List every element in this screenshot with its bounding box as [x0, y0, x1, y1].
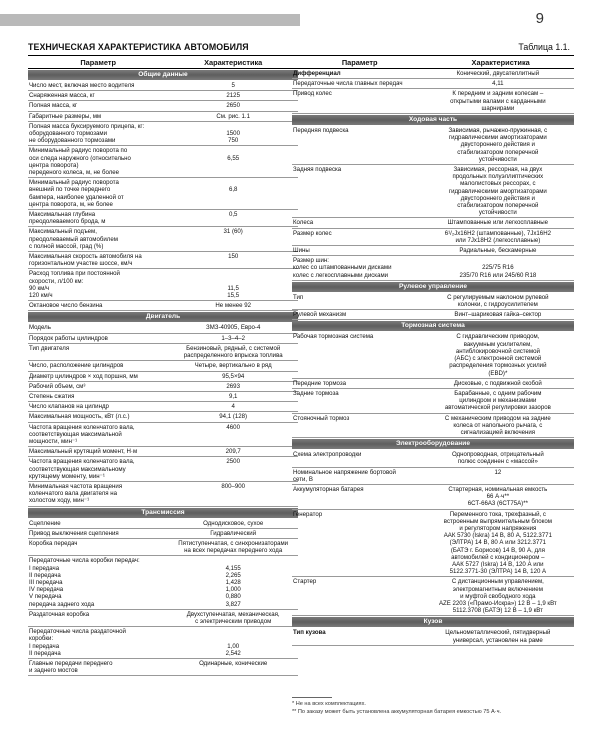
- param-cell: Снаряженная масса, кг: [29, 92, 95, 100]
- table-row: [292, 246, 574, 256]
- param-cell: Задняя подвеска: [293, 166, 342, 174]
- section-header: Трансмиссия: [28, 508, 298, 518]
- table-row: [28, 659, 298, 676]
- param-cell: Максимальный крутящий момент, Н·м: [29, 448, 138, 456]
- param-cell: Шины: [293, 247, 310, 255]
- table-row: [28, 91, 298, 101]
- value-cell: С дистанционным управлением, электромагнитным включением и муфтой свободного хода AZE 2203 («Прамо-Искра») 12 В – 1,9 кВт 5112.3708 (БАТЭ) 12 В – 1,9 кВт: [438, 578, 557, 615]
- table-row: [28, 610, 298, 627]
- value-cell: 800–900: [221, 482, 246, 490]
- value-cell: 2500: [226, 458, 240, 466]
- param-cell: Коробка передач: [29, 539, 78, 547]
- param-cell: Рабочий объем, см³: [29, 382, 86, 390]
- value-cell: 2125: [226, 92, 240, 100]
- spec-table-left: [28, 55, 298, 676]
- param-cell: Модель: [29, 324, 51, 332]
- section-header: Общие данные: [28, 70, 298, 80]
- value-cell: 5: [231, 82, 235, 89]
- value-cell: Однопроводная, отрицательный полюс соединен с «массой»: [451, 451, 544, 466]
- value-cell: 0,5: [228, 211, 238, 219]
- footnote-2: ** По заказу может быть установлена аккумуляторная батарея емкостью 75 А·ч.: [292, 709, 502, 715]
- header-param: Параметр: [341, 57, 378, 67]
- table-row: [28, 122, 298, 147]
- footnote-1: * Не на всех комплектациях.: [292, 701, 366, 707]
- spec-table-right: [292, 55, 574, 646]
- value-cell: Однодисковое, сухое: [203, 519, 264, 527]
- value-cell: С гидравлическим приводом, вакуумным усилителем, антиблокировочной системой (АБС) с электронной системой распределения тормозных усилий (EBD)*: [449, 333, 547, 377]
- param-cell: Максимальная мощность, кВт (л.с.): [29, 413, 130, 421]
- value-cell: 6,8: [228, 186, 238, 194]
- table-row: [28, 556, 298, 609]
- param-cell: Колеса: [293, 219, 314, 227]
- table-label: Таблица 1.1.: [518, 42, 570, 52]
- value-cell: Переменного тока, трехфазный, с встроенным выпрямительным блоком и регулятором напряжения ААК 5730 (Iskra) 14 В, 80 А, 5122.3771 (ЭЛТРА) 14 В, 80 А или 3212.3771 (БАТЭ г. Борисов) 14 В, 90 А, для автомобилей с кондиционером – ААК 5727 (Iskra) 14 В, 120 А или 5122.3771-30 (ЭЛТРА) 14 В, 120 А: [443, 510, 552, 576]
- value-cell: Не менее 92: [215, 302, 252, 310]
- value-cell: Дисковые, с подвижной скобой: [453, 379, 542, 387]
- section-header: Тормозная система: [292, 321, 574, 331]
- table-row: [292, 126, 574, 165]
- table-row: [292, 229, 574, 246]
- param-cell: Частота вращения коленчатого вала, соответствующая максимальной мощности, мин⁻¹: [29, 423, 135, 445]
- header-bar: [0, 14, 300, 26]
- param-cell: Число мест, включая место водителя: [29, 82, 135, 89]
- value-cell: Пятиступенчатая, с синхронизаторами на всех передачах переднего хода: [178, 539, 289, 555]
- table-row: [28, 627, 298, 659]
- param-cell: Максимальная глубина преодолеваемого брода, м: [29, 211, 106, 226]
- param-cell: Привод колес: [293, 90, 332, 98]
- value-cell: Винт–шариковая гайка–сектор: [454, 311, 542, 319]
- value-cell: 4,11: [492, 80, 504, 88]
- table-row: [292, 89, 574, 114]
- value-cell: 4,155 2,265 1,428 1,000 0,880 3,827: [225, 564, 241, 608]
- value-cell: Барабанные, с одним рабочим цилиндром и механизмами автоматической регулировки зазоров: [444, 389, 551, 412]
- value-cell: 11,5 15,5: [227, 284, 240, 300]
- value-cell: ЗМЗ-40905, Евро-4: [206, 324, 261, 332]
- value-cell: 95,5×94: [222, 372, 245, 380]
- param-cell: Габаритные размеры, мм: [29, 112, 102, 120]
- table-row: [28, 269, 298, 301]
- page-title: ТЕХНИЧЕСКАЯ ХАРАКТЕРИСТИКА АВТОМОБИЛЯ: [28, 42, 249, 52]
- value-cell: 150: [228, 253, 239, 261]
- table-row: [292, 577, 574, 616]
- value-cell: 94,1 (128): [219, 413, 248, 421]
- table-row: [28, 372, 298, 382]
- param-cell: Тип двигателя: [29, 344, 70, 352]
- table-row: [28, 81, 298, 91]
- table-row: [292, 218, 574, 228]
- table-row: [292, 628, 574, 645]
- table-row: [292, 310, 574, 320]
- param-cell: Стояночный тормоз: [293, 414, 350, 422]
- param-cell: Октановое число бензина: [29, 302, 103, 310]
- table-row: [28, 344, 298, 361]
- param-cell: Схема электропроводки: [293, 451, 362, 459]
- value-cell: 4: [231, 403, 235, 411]
- table-header: [292, 55, 574, 69]
- param-cell: Привод выключения сцепления: [29, 529, 119, 537]
- value-cell: Радиальные, бескамерные: [459, 247, 537, 255]
- value-cell: 1–3–4–2: [221, 334, 246, 342]
- value-cell: Цельнометаллический, пятидверный универсал, установлен на раме: [445, 629, 551, 644]
- table-row: [28, 519, 298, 529]
- param-cell: Минимальный радиус поворота по оси следа наружного (относительно центра поворота) переденого колеса, м, не более: [29, 147, 131, 177]
- table-row: [292, 79, 574, 89]
- table-row: [28, 482, 298, 507]
- section-header: Кузов: [292, 617, 574, 627]
- param-cell: Минимальный радиус поворота внешний по точке переднего бампера, наиболее удаленной от центра поворота, м, не более: [29, 179, 124, 208]
- param-cell: Сцепление: [29, 519, 61, 527]
- param-cell: Генератор: [293, 510, 323, 518]
- table-row: [292, 379, 574, 389]
- value-cell: Штампованные или легкосплавные: [447, 219, 549, 227]
- param-cell: Степень сжатия: [29, 392, 75, 400]
- param-cell: Число клапанов на цилиндр: [29, 403, 109, 411]
- param-cell: Передние тормоза: [293, 379, 347, 387]
- header-char: Характеристика: [471, 57, 530, 67]
- param-cell: Стартер: [293, 578, 317, 586]
- param-cell: Аккумуляторная батарея: [293, 485, 364, 493]
- param-cell: Полная масса, кг: [29, 102, 78, 110]
- table-row: [28, 447, 298, 457]
- table-row: [292, 468, 574, 485]
- param-cell: Полная масса буксируемого прицепа, кг: оборудованного тормозами не оборудованного тормозами: [29, 122, 145, 145]
- param-cell: Передаточные числа коробки передач: I передача II передача III передача IV передача V передача передача заднего хода: [29, 557, 140, 608]
- value-cell: С регулируемым наклоном рулевой колонки, с гидроусилителем: [447, 293, 549, 309]
- param-cell: Передаточные числа раздаточной коробки: I передача II передача: [29, 628, 126, 657]
- param-cell: Рулевой механизм: [293, 311, 347, 319]
- table-row: [28, 323, 298, 333]
- value-cell: 9,1: [228, 392, 238, 400]
- value-cell: Конический, двусателлитный: [456, 70, 540, 77]
- table-row: [28, 112, 298, 122]
- table-row: [292, 256, 574, 281]
- footnote-rule: [292, 697, 332, 698]
- table-row: [28, 101, 298, 111]
- value-cell: 1,00 2,542: [225, 642, 241, 657]
- value-cell: С механическим приводом на задние колеса от напольного рычага, с сигнализацией включения: [444, 414, 551, 436]
- value-cell: 31 (60): [223, 228, 243, 236]
- value-cell: 1500 750: [226, 130, 240, 145]
- param-cell: Порядок работы цилиндров: [29, 334, 108, 342]
- table-row: [28, 227, 298, 252]
- table-row: [292, 293, 574, 310]
- value-cell: К передним и задним колесам – открытыми валами с карданными шарнирами: [450, 90, 546, 112]
- table-row: [292, 414, 574, 439]
- value-cell: Гидравлический: [210, 529, 257, 537]
- header-char: Характеристика: [204, 57, 263, 67]
- value-cell: См. рис. 1.1: [216, 112, 251, 120]
- param-cell: Максимальный подъем, преодолеваемый автомобилем с полной массой, град (%): [29, 228, 118, 250]
- value-cell: 2650: [226, 102, 240, 110]
- param-cell: Частота вращения коленчатого вала, соответствующая максимальному крутящему моменту, мин⁻¹: [29, 458, 135, 480]
- section-header: Электрооборудование: [292, 439, 574, 449]
- value-cell: Стартерная, номинальная емкость 66 А·ч** 6СТ-66А3 (6СТ75А)**: [448, 485, 548, 508]
- value-cell: 209,7: [225, 448, 241, 456]
- value-cell: Зависимая, рессорная, на двух продольных полуэллиптических малолистовых рессорах, с гидравлическими амортизаторами двустороннего действия и стабилизатором поперечной устойчивости: [448, 166, 547, 217]
- param-cell: Задние тормоза: [293, 389, 339, 397]
- table-row: [28, 334, 298, 344]
- value-cell: 6¹/₂Jx16H2 (штампованные), 7Jx16H2 или 7Jx18H2 (легкосплавные): [444, 229, 551, 244]
- value-cell: Четыре, вертикально в ряд: [194, 362, 272, 370]
- param-cell: Передаточные числа главных передач: [293, 80, 403, 88]
- param-cell: Минимальная частота вращения коленчатого вала двигателя на холостом ходу, мин⁻¹: [29, 482, 123, 505]
- table-row: [28, 402, 298, 412]
- section-header: Рулевое управление: [292, 282, 574, 292]
- value-cell: Зависимая, рычажно-пружинная, с гидравлическими амортизаторами двустороннего действия и стабилизатором поперечной устойчивости: [448, 127, 548, 163]
- table-row: [28, 146, 298, 178]
- table-row: [292, 332, 574, 378]
- section-header: Двигатель: [28, 312, 298, 322]
- value-cell: 225/75 R16 235/70 R16 или 245/60 R18: [459, 264, 537, 279]
- param-cell: Номинальное напряжение бортовой сети, В: [293, 468, 396, 483]
- table-row: [28, 178, 298, 210]
- param-cell: Размер шин: колес со штампованными дисками колес с легкосплавными дисками: [293, 257, 392, 279]
- value-cell: 2693: [226, 382, 240, 390]
- table-row: [28, 423, 298, 448]
- value-cell: 6,55: [227, 154, 240, 162]
- table-row: [28, 361, 298, 371]
- param-cell: Размер колес: [293, 229, 332, 237]
- param-cell: Диаметр цилиндров × ход поршня, мм: [29, 372, 138, 380]
- table-row: [28, 457, 298, 482]
- param-cell: Число, расположение цилиндров: [29, 362, 124, 370]
- table-row: [292, 510, 574, 578]
- table-row: [292, 389, 574, 414]
- table-row: [292, 69, 574, 79]
- param-cell: Тип: [293, 293, 304, 301]
- value-cell: 12: [494, 468, 502, 476]
- value-cell: Бензиновый, рядный, с системой распределенного впрыска топлива: [183, 344, 283, 360]
- table-row: [28, 210, 298, 227]
- table-row: [28, 529, 298, 539]
- value-cell: 4600: [226, 423, 240, 431]
- table-row: [292, 450, 574, 467]
- table-row: [28, 382, 298, 392]
- table-row: [28, 539, 298, 556]
- table-row: [292, 485, 574, 510]
- page-number: 9: [535, 10, 544, 27]
- param-cell: Раздаточная коробка: [29, 610, 90, 618]
- param-cell: Главные передачи переднего и заднего мостов: [29, 660, 113, 675]
- value-cell: Двухступенчатая, механическая, с электрическим приводом: [186, 610, 280, 625]
- header-param: Параметр: [80, 57, 117, 67]
- table-row: [28, 252, 298, 269]
- table-row: [28, 392, 298, 402]
- param-cell: Передняя подвеска: [293, 127, 349, 135]
- param-cell: Расход топлива при постоянной скорости, л/100 км: 90 км/ч 120 км/ч: [29, 270, 120, 300]
- param-cell: Рабочая тормозная система: [293, 333, 374, 341]
- table-header: [28, 55, 298, 69]
- param-cell: Дифференциал: [293, 70, 341, 77]
- section-header: Ходовая часть: [292, 115, 574, 125]
- table-row: [28, 301, 298, 311]
- value-cell: Одинарные, конические: [199, 660, 268, 667]
- table-row: [292, 165, 574, 218]
- table-row: [28, 412, 298, 422]
- param-cell: Тип кузова: [293, 629, 326, 637]
- footnotes: [292, 700, 501, 716]
- param-cell: Максимальная скорость автомобиля на горизонтальном участке шоссе, км/ч: [29, 253, 142, 268]
